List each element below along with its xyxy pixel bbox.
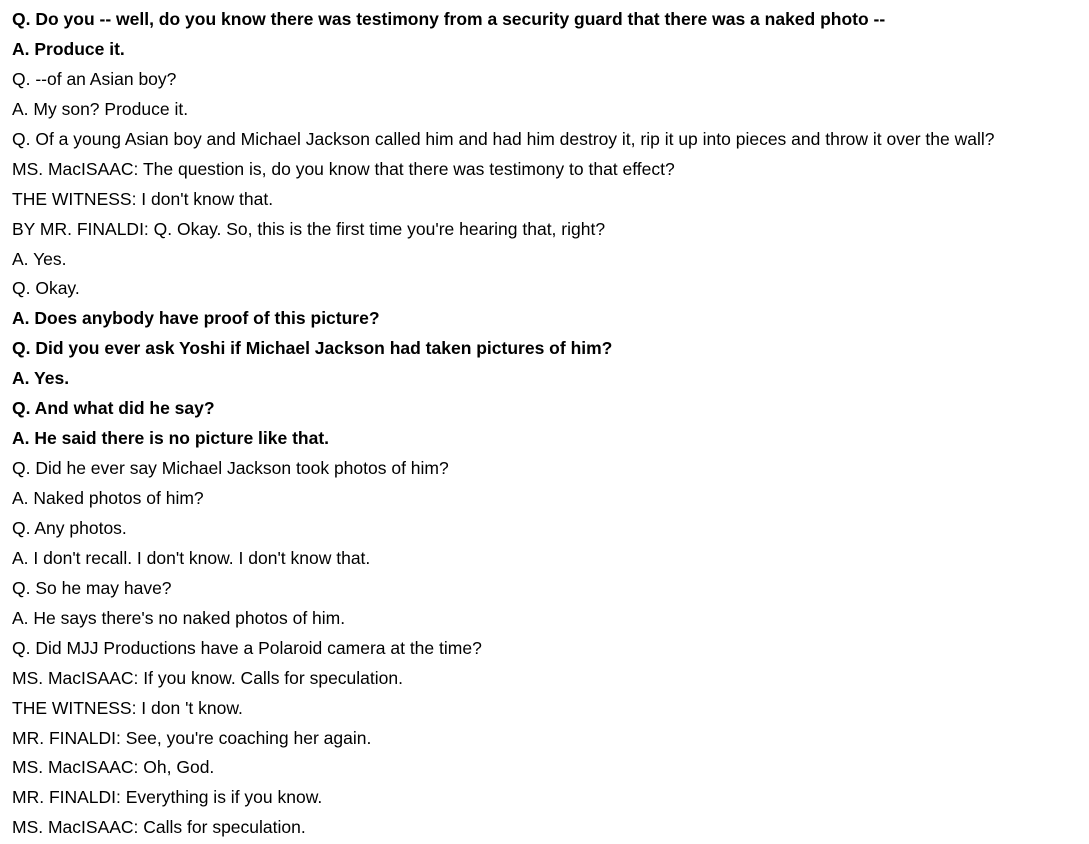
- transcript-line: Q. Of a young Asian boy and Michael Jackson called him and had him destroy it, rip it up into pieces and throw it over the wall?: [12, 128, 995, 149]
- transcript-line: Q. So he may have?: [12, 577, 172, 598]
- transcript-line: Q. Did MJJ Productions have a Polaroid camera at the time?: [12, 637, 482, 658]
- transcript-line: A. He says there's no naked photos of him.: [12, 607, 346, 628]
- transcript-line: THE WITNESS: I don 't know.: [12, 697, 243, 718]
- transcript-line: MR. FINALDI: See, you're coaching her again.: [12, 727, 372, 748]
- transcript-line: MS. MacISAAC: Calls for speculation.: [12, 817, 306, 838]
- transcript-line: Q. --of an Asian boy?: [12, 68, 177, 89]
- transcript-line: BY MR. FINALDI: Q. Okay. So, this is the first time you're hearing that, right?: [12, 218, 606, 239]
- transcript-line: THE WITNESS: I don't know that.: [12, 188, 274, 209]
- transcript-line: A. Yes.: [12, 248, 67, 269]
- transcript-line: MR. FINALDI: Everything is if you know.: [12, 787, 323, 808]
- transcript-line: Q. Any photos.: [12, 517, 127, 538]
- transcript-line: MS. MacISAAC: The question is, do you know that there was testimony to that effect?: [12, 158, 675, 179]
- transcript-line: A. He said there is no picture like that.: [12, 428, 330, 449]
- transcript-line: Q. Okay.: [12, 278, 80, 299]
- transcript-line: Q. Do you -- well, do you know there was testimony from a security guard that there was a naked photo --: [12, 9, 886, 29]
- transcript-line: A. Naked photos of him?: [12, 488, 204, 508]
- transcript-line: A. I don't recall. I don't know. I don't know that.: [12, 547, 371, 568]
- transcript-line: Q. Did he ever say Michael Jackson took photos of him?: [12, 458, 449, 479]
- transcript-line: Q. And what did he say?: [12, 398, 215, 419]
- transcript-line: A. Does anybody have proof of this picture?: [12, 308, 380, 329]
- transcript-line: Q. Did you ever ask Yoshi if Michael Jackson had taken pictures of him?: [12, 338, 613, 359]
- transcript-line: A. Yes.: [12, 368, 70, 389]
- transcript-line: MS. MacISAAC: Oh, God.: [12, 757, 215, 778]
- transcript-line: A. Produce it.: [12, 38, 125, 59]
- transcript-line: A. My son? Produce it.: [12, 98, 189, 119]
- transcript-line: MS. MacISAAC: If you know. Calls for speculation.: [12, 667, 403, 688]
